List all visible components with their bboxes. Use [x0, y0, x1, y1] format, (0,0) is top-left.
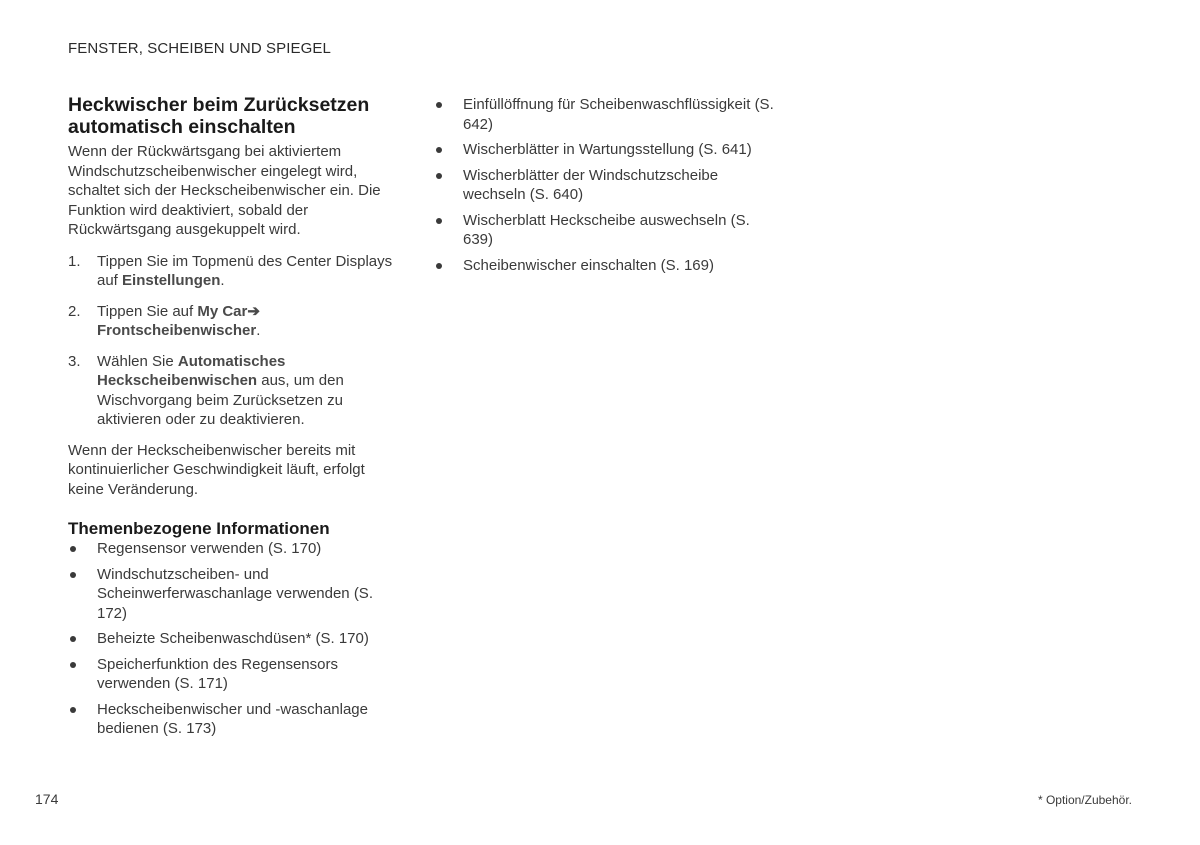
ui-term-frontscheibenwischer: Frontscheibenwischer	[97, 322, 257, 339]
step-text-end: aus, um den Wischvorgang beim Zurücksetzen zu aktivieren oder zu deaktivieren.	[97, 372, 344, 428]
ui-term-my-car: My Car	[197, 302, 248, 320]
step-text	[97, 302, 400, 341]
bullet-icon	[434, 140, 463, 160]
step-number: 1.	[68, 252, 81, 270]
list-item	[434, 256, 774, 276]
step-item	[68, 352, 400, 430]
related-link[interactable]: Windschutzscheiben- und Scheinwerferwaschanlage verwenden (S. 172)	[97, 565, 373, 622]
step-text-part: Tippen Sie im Topmenü des Center Displays auf	[97, 252, 393, 289]
section-heading-line2: automatisch einschalten	[68, 116, 296, 138]
steps-list	[68, 252, 400, 430]
bullet-icon	[434, 166, 463, 205]
ui-term-automatisches-heckscheibenwischen: Automatisches Heckscheibenwischen	[97, 352, 286, 389]
related-link[interactable]: Wischerblätter in Wartungsstellung (S. 641)	[463, 141, 752, 158]
list-item	[68, 539, 400, 559]
section-heading	[68, 94, 400, 138]
step-text	[97, 352, 400, 430]
related-link[interactable]: Heckscheibenwischer und -waschanlage bedienen (S. 173)	[97, 700, 368, 737]
step-number: 3.	[68, 352, 81, 370]
bullet-icon	[68, 539, 97, 559]
step-text-part: Tippen Sie auf	[97, 302, 198, 320]
related-list-left	[68, 539, 400, 739]
step-text	[97, 252, 400, 291]
bullet-icon	[68, 565, 97, 624]
step-number: 2.	[68, 302, 81, 320]
ui-term-einstellungen: Einstellungen	[122, 272, 221, 289]
bullet-icon	[68, 629, 97, 649]
step-text-part: Wählen Sie	[97, 352, 178, 370]
page-number: 174	[35, 791, 59, 807]
intro-paragraph: Wenn der Rückwärtsgang bei aktiviertem Windschutzscheibenwischer eingelegt wird, schaltet sich der Heckscheibenwischer ein. Die Funktion wird deaktiviert, sobald der Rückwärtsgang ausgekuppelt wird.	[68, 143, 381, 238]
list-item	[68, 700, 400, 739]
arrow-right-icon: ➔	[247, 302, 260, 320]
list-item	[434, 211, 774, 250]
list-item	[68, 655, 400, 694]
bullet-icon	[434, 256, 463, 276]
step-item	[68, 302, 400, 341]
footnote: * Option/Zubehör.	[1037, 793, 1132, 807]
list-item	[68, 565, 400, 624]
step-item	[68, 252, 400, 291]
bullet-icon	[68, 700, 97, 739]
list-item	[68, 629, 400, 649]
related-link[interactable]: Speicherfunktion des Regensensors verwenden (S. 171)	[97, 655, 338, 692]
related-link[interactable]: Regensensor verwenden (S. 170)	[97, 540, 322, 557]
related-heading: Themenbezogene Informationen	[68, 519, 330, 538]
related-list-right	[434, 95, 774, 275]
list-item	[434, 95, 774, 134]
right-column	[434, 95, 774, 281]
step-text-end: .	[256, 322, 261, 339]
related-link[interactable]: Einfüllöffnung für Scheibenwaschflüssigkeit (S. 642)	[463, 96, 774, 133]
related-link[interactable]: Scheibenwischer einschalten (S. 169)	[463, 256, 714, 274]
related-link[interactable]: Wischerblätter der Windschutzscheibe wechseln (S. 640)	[463, 166, 719, 203]
bullet-icon	[434, 95, 463, 134]
bullet-icon	[68, 655, 97, 694]
related-link[interactable]: Wischerblatt Heckscheibe auswechseln (S. 639)	[463, 211, 750, 248]
note-paragraph: Wenn der Heckscheibenwischer bereits mit kontinuierlicher Geschwindigkeit läuft, erfolgt keine Veränderung.	[68, 441, 365, 498]
list-item	[434, 140, 774, 160]
running-header: FENSTER, SCHEIBEN UND SPIEGEL	[68, 40, 331, 57]
related-link[interactable]: Beheizte Scheibenwaschdüsen* (S. 170)	[97, 630, 369, 647]
left-column	[68, 94, 400, 745]
bullet-icon	[434, 211, 463, 250]
list-item	[434, 166, 774, 205]
step-text-end: .	[220, 272, 225, 289]
section-heading-line1: Heckwischer beim Zurücksetzen	[68, 94, 370, 116]
